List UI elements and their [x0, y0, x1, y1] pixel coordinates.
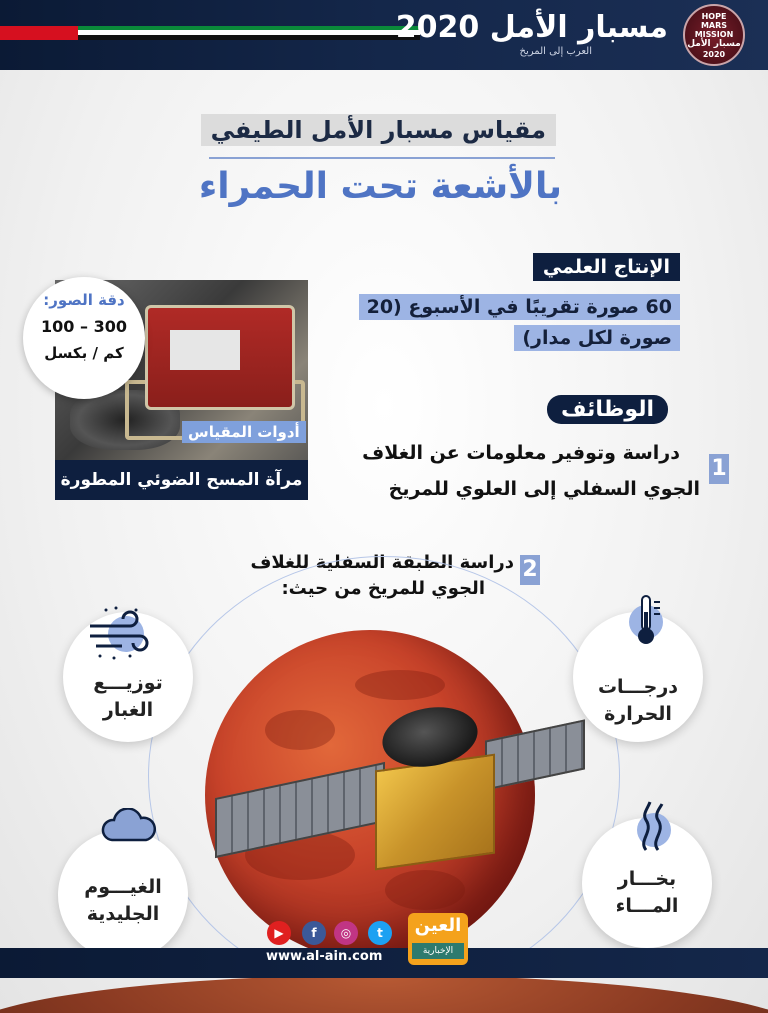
- header-title: مسبار الأمل 2020: [395, 10, 668, 45]
- functions-heading: الوظائف: [547, 395, 668, 424]
- flag-red-band: [0, 26, 78, 40]
- mars-surface-patch: [385, 870, 465, 910]
- main-title-line1: مقياس مسبار الأمل الطيفي: [201, 114, 556, 146]
- function2-line2: الجوي للمريخ من حيث:: [281, 578, 485, 599]
- al-ain-news-logo: [408, 913, 468, 965]
- badge-line3: MISSION: [694, 29, 734, 39]
- header-subtitle: العرب إلى المريخ: [519, 46, 592, 57]
- badge-line1: HOPE: [701, 11, 727, 21]
- twitter-icon[interactable]: t: [368, 921, 392, 945]
- spacecraft-body: [375, 754, 495, 871]
- topic-water-line2: المـــاء: [615, 895, 679, 917]
- function-number-2: 2: [520, 555, 540, 585]
- mars-surface-patch: [355, 670, 445, 700]
- uae-flag-stripe: [0, 26, 420, 40]
- instrument-name: مرآة المسح الضوئي المطورة: [55, 460, 308, 500]
- wind-dust-icon: [86, 604, 154, 662]
- flag-black-band: [78, 35, 420, 40]
- logo-sub-text: الإخبارية: [412, 943, 464, 959]
- facebook-icon[interactable]: f: [302, 921, 326, 945]
- badge-line4: مسبار الأمل: [687, 38, 741, 49]
- cloud-icon: [100, 808, 158, 844]
- topic-dust-line2: الغبار: [102, 699, 154, 721]
- function2-line1: دراسة الطبقة السفلية للغلاف: [250, 552, 514, 573]
- topic-temperature-line1: درجـــات: [597, 676, 679, 698]
- mars-horizon-footer: [0, 975, 768, 1013]
- instrument-tools-label: أدوات المقياس: [182, 421, 306, 443]
- title-divider: [209, 157, 555, 159]
- website-link[interactable]: www.al-ain.com: [266, 949, 383, 964]
- resolution-value: 100 – 300: [41, 317, 127, 336]
- topic-clouds-line1: الغيـــوم: [84, 876, 162, 898]
- footer-band: [0, 948, 768, 978]
- badge-year: 2020: [702, 49, 726, 59]
- science-output-line2: صورة لكل مدار): [514, 325, 680, 351]
- hope-mission-logo: [683, 4, 745, 66]
- science-output-line1: 60 صورة تقريبًا في الأسبوع (20: [359, 294, 680, 320]
- resolution-circle: [23, 277, 145, 399]
- steam-icon: [632, 800, 676, 854]
- topic-clouds-line2: الجليدية: [86, 903, 160, 925]
- topic-ice-clouds-circle: [58, 830, 188, 960]
- instrument-label-plate: [170, 330, 240, 370]
- topic-water-line1: بخـــار: [617, 868, 677, 890]
- topic-temperature-line2: الحرارة: [604, 703, 672, 725]
- badge-line2: MARS: [700, 20, 728, 30]
- science-output-heading: الإنتاج العلمي: [533, 253, 680, 281]
- thermometer-icon: [628, 592, 668, 652]
- header-banner: [0, 0, 768, 70]
- topic-dust-line1: توزيـــع: [93, 672, 163, 694]
- function-number-1: 1: [709, 454, 729, 484]
- logo-main-text: العين: [414, 915, 462, 936]
- resolution-label: دقة الصور:: [43, 291, 125, 309]
- instagram-icon[interactable]: ◎: [334, 921, 358, 945]
- function1-line2: الجوي السفلي إلى العلوي للمريخ: [388, 478, 700, 500]
- main-title-line2: بالأشعة تحت الحمراء: [198, 166, 562, 207]
- youtube-icon[interactable]: ▶: [267, 921, 291, 945]
- resolution-unit: كم / بكسل: [44, 344, 124, 362]
- function1-line1: دراسة وتوفير معلومات عن الغلاف: [362, 442, 680, 464]
- mars-surface-patch: [265, 710, 335, 750]
